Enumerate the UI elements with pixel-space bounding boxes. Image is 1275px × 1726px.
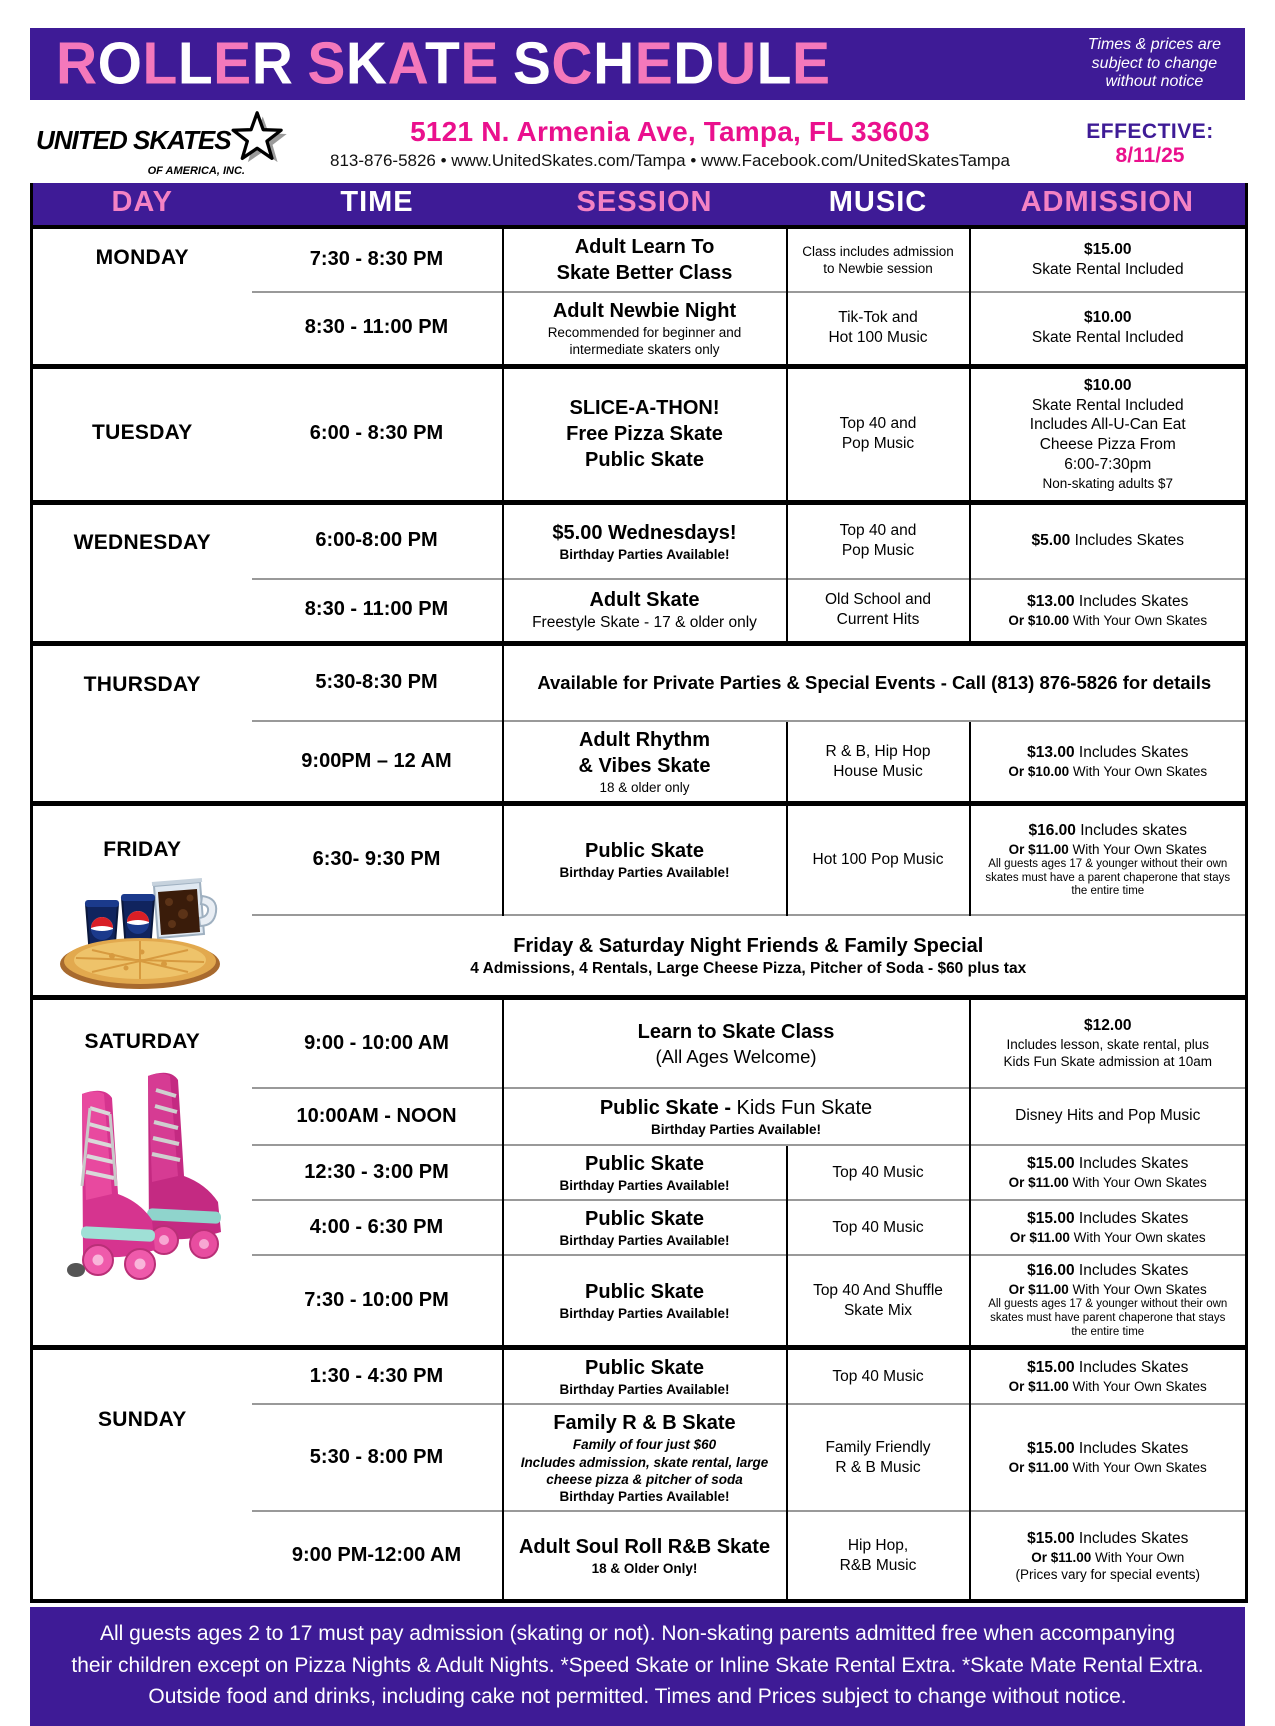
session-cell [503,1088,970,1145]
cell-line: 9:00 PM-12:00 AM [291,1544,462,1567]
schedule-row [32,366,1247,502]
cell-line: 7:30 - 8:30 PM [309,248,444,271]
cell-line: Current Hits [836,611,920,629]
cell-line: Skate Mix [843,1301,913,1319]
admission-cell [970,227,1247,292]
cell-line: Birthday Parties Available! [650,1121,822,1137]
cell-line: R & B Music [835,1458,921,1476]
cell-line: 18 & Older Only! [591,1561,698,1577]
cell-line: SLICE-A-THON! [569,397,720,420]
cell-line: Includes lesson, skate rental, plus [1006,1037,1210,1053]
session-cell [503,366,787,502]
schedule-row [32,227,1247,292]
day-group-wednesday [32,502,1247,643]
cell-line: Public Skate [585,1280,704,1303]
session-cell [503,292,787,366]
cell-line: Top 40 Music [832,1367,924,1385]
schedule-row [32,998,1247,1088]
schedule-row [32,643,1247,721]
music-cell [787,579,970,643]
cell-line: Or $10.00 With Your Own Skates [1008,763,1208,779]
cell-line: Includes admission, skate rental, large [520,1454,769,1470]
cell-line: Public Skate [585,1208,704,1231]
cell-line: Birthday Parties Available! [559,1381,730,1397]
music-cell [787,292,970,366]
cell-line: Available for Private Parties & Special Events - Call (813) 876-5826 for details [537,671,1212,693]
cell-line: Family of four just $60 [572,1437,717,1453]
cell-line: Skate Rental Included [1031,396,1184,414]
day-cell-monday [32,227,252,366]
cell-line: Pop Music [841,435,915,453]
cell-line: Birthday Parties Available! [559,865,730,881]
admission-cell [970,1088,1247,1145]
title-letter: S [307,30,346,97]
day-cell-thursday [32,643,252,804]
cell-line: Recommended for beginner and [547,325,742,340]
time-cell [252,1347,503,1404]
cell-line: Skate Rental Included [1031,261,1184,278]
logo-main [36,110,285,171]
cell-line: Top 40 and [839,415,917,433]
cell-line: $10.00 [1084,309,1132,327]
cell-line: R&B Music [839,1556,917,1574]
cell-line: All guests ages 17 & younger without their own [988,1298,1228,1311]
footer-line: Outside food and drinks, including cake not permitted. Times and Prices subject to change without notice. [148,1685,1127,1709]
cell-line: Birthday Parties Available! [559,546,730,562]
cell-line: Public Skate [585,1152,704,1175]
footer-line: All guests ages 2 to 17 must pay admission (skating or not). Non-skating parents admitted free when accompanying [99,1622,1176,1646]
cell-line: Old School and [825,591,931,609]
effective-date: 8/11/25 [1115,143,1185,167]
cell-line: Birthday Parties Available! [559,1489,730,1505]
cell-line: 4:00 - 6:30 PM [309,1215,444,1238]
title-letter: R [251,30,294,97]
admission-cell [970,502,1247,579]
day-cell-sunday [32,1347,252,1601]
cell-line: 6:00-8:00 PM [315,529,438,552]
cell-line: Skate Rental Included [1031,329,1184,347]
title-note [1088,36,1227,93]
cell-line: 5:30-8:30 PM [315,670,438,693]
cell-line: $13.00 Includes Skates [1027,744,1189,762]
cell-line: 6:00-7:30pm [1064,456,1152,474]
cell-line: $15.00 Includes Skates [1027,1440,1189,1458]
logo-name: UNITED SKATES [36,125,231,155]
info-row [30,110,1245,177]
cell-line: $15.00 Includes Skates [1027,1359,1189,1377]
cell-line: Class includes admission [802,243,954,259]
note-line: subject to change [1091,54,1218,72]
day-group-thursday [32,643,1247,804]
title-letter: C [551,30,594,97]
cell-line: 6:30- 9:30 PM [312,848,441,871]
time-cell [252,998,503,1088]
day-group-monday [32,227,1247,366]
day-label: THURSDAY [83,672,201,696]
cell-line: Freestyle Skate - 17 & older only [532,614,757,632]
column-header-admission: ADMISSION [970,183,1247,227]
title-letter: L [142,30,178,97]
admission-cell [970,579,1247,643]
title-letter: O [97,30,143,97]
cell-line: Public Skate [585,840,704,863]
star-icon [227,110,291,171]
cell-line: skates must have a parent chaperone that stays [985,871,1231,884]
cell-line: Tik-Tok and [838,309,918,327]
title-letter: E [460,30,499,97]
schedule-header-row [32,183,1247,227]
flyer-page [0,28,1275,1709]
day-label: SATURDAY [84,1030,201,1054]
column-header-music: MUSIC [787,183,970,227]
cell-line: cheese pizza & pitcher of soda [546,1471,743,1487]
cell-line: Public Skate [585,449,704,472]
cell-line: All guests ages 17 & younger without their own [988,857,1228,870]
cell-line: Adult Learn To [574,236,715,258]
footer-note [30,1607,1245,1726]
cell-line: 10:00AM - NOON [296,1104,457,1127]
cell-line: 4 Admissions, 4 Rentals, Large Cheese Pizza, Pitcher of Soda - $60 plus tax [470,959,1027,977]
cell-line: 6:00 - 8:30 PM [309,422,444,445]
schedule-row [32,1347,1247,1404]
cell-line: Birthday Parties Available! [559,1177,730,1193]
day-label: FRIDAY [103,838,182,862]
cell-line: skates must have parent chaperone that stays [990,1312,1226,1325]
admission-cell [970,998,1247,1088]
footer-line: their children except on Pizza Nights & Adult Nights. *Speed Skate or Inline Skate Rental Extra. *Skate Mate Rental Extra. [71,1653,1204,1677]
session-cell [503,227,787,292]
cell-line: $12.00 [1084,1017,1132,1035]
cell-line: Top 40 Music [832,1218,924,1236]
day-label: TUESDAY [91,420,193,444]
cell-line: $15.00 Includes Skates [1027,1210,1189,1228]
cell-line: 1:30 - 4:30 PM [309,1364,444,1387]
schedule-header [32,183,1247,227]
cell-line: Includes All-U-Can Eat [1029,416,1186,434]
cell-line: Top 40 Music [832,1163,924,1181]
day-cell-wednesday [32,502,252,643]
cell-line: Adult Rhythm [578,729,711,752]
cell-line: Birthday Parties Available! [559,1233,730,1249]
cell-line: Or $11.00 With Your Own Skates [1008,1174,1207,1190]
session-cell [503,1200,787,1255]
session-cell [503,643,1247,721]
music-cell [787,502,970,579]
music-cell [787,366,970,502]
cell-line: Friday & Saturday Night Friends & Family Special [513,934,984,957]
cell-line: Public Skate - Kids Fun Skate [599,1096,873,1119]
cell-line: 9:00 - 10:00 AM [304,1031,449,1054]
time-cell [252,804,503,915]
logo [30,110,285,177]
music-cell [787,1145,970,1200]
title-letter: U [714,30,757,97]
cell-line: & Vibes Skate [578,755,711,778]
cell-line: $15.00 Includes Skates [1027,1529,1189,1547]
cell-line: Or $11.00 With Your Own Skates [1008,1460,1207,1476]
time-cell [252,1511,503,1601]
cell-line: Cheese Pizza From [1039,436,1176,454]
cell-line: Family R & B Skate [553,1412,736,1435]
admission-cell [970,292,1247,366]
time-cell [252,643,503,721]
column-header-day: DAY [32,183,252,227]
contact-line: 813-876-5826 • www.UnitedSkates.com/Tampa • www.Facebook.com/UnitedSkatesTampa [330,151,1010,170]
cell-line: Adult Skate [589,589,700,612]
cell-line: Or $11.00 With Your Own Skates [1008,841,1207,857]
time-cell [252,721,503,804]
music-cell [787,721,970,804]
center-info [285,116,1055,171]
music-cell [787,1404,970,1511]
title-letter: L [756,30,792,97]
session-cell [503,998,970,1088]
pizza-drinks-image [33,872,252,995]
day-label: MONDAY [95,246,189,269]
cell-line: Or $10.00 With Your Own Skates [1008,612,1208,628]
cell-line: R & B, Hip Hop [825,742,931,760]
session-cell [503,502,787,579]
cell-line: 9:00PM – 12 AM [301,749,452,772]
cell-line: 12:30 - 3:00 PM [304,1160,449,1183]
cell-line: to Newbie session [823,261,933,276]
title-letter: E [791,30,831,97]
cell-line: Pop Music [841,542,915,560]
cell-line: Hip Hop, [847,1537,909,1555]
title-letter: E [213,30,252,97]
cell-line: $10.00 [1084,376,1132,394]
session-cell [503,1145,787,1200]
admission-cell [970,721,1247,804]
day-group-tuesday [32,366,1247,502]
title-letter [293,34,307,93]
cell-line: Family Friendly [825,1439,931,1457]
title-letter: T [425,30,461,97]
cell-line: the entire time [1071,885,1145,898]
cell-line: intermediate skaters only [569,342,720,358]
title-letter: A [387,30,426,97]
note-line: Times & prices are [1087,35,1221,53]
cell-line: Kids Fun Skate admission at 10am [1003,1054,1213,1070]
logo-subtitle: OF AMERICA, INC. [147,165,245,177]
column-header-time: TIME [252,183,503,227]
time-cell [252,292,503,366]
time-cell [252,1404,503,1511]
admission-cell [970,1145,1247,1200]
music-cell [787,1255,970,1347]
day-group-friday [32,804,1247,998]
cell-line: Public Skate [585,1356,704,1379]
admission-cell [970,1404,1247,1511]
schedule-row [32,502,1247,579]
cell-line: Adult Soul Roll R&B Skate [518,1536,771,1559]
cell-line: Disney Hits and Pop Music [1015,1107,1201,1125]
time-cell [252,1255,503,1347]
cell-line: the entire time [1071,1326,1145,1339]
cell-line: $15.00 Includes Skates [1027,1154,1189,1172]
admission-cell [970,1200,1247,1255]
cell-line: Birthday Parties Available! [559,1305,730,1321]
address: 5121 N. Armenia Ave, Tampa, FL 33603 [410,116,930,147]
title-letter: D [673,30,715,97]
cell-line: Adult Newbie Night [552,300,737,322]
time-cell [252,1200,503,1255]
admission-cell [970,366,1247,502]
roller-skates-image [33,1064,252,1304]
session-cell [503,1404,787,1511]
cell-line: $16.00 Includes skates [1028,821,1188,839]
cell-line: 18 & older only [599,780,690,796]
cell-line: Skate Better Class [556,262,733,284]
time-cell [252,579,503,643]
cell-line: $5.00 Includes Skates [1031,532,1185,550]
session-cell [503,804,787,915]
title-letter: S [512,30,552,97]
time-cell [252,366,503,502]
admission-cell [970,1347,1247,1404]
day-label: SUNDAY [97,1407,187,1431]
cell-line: Learn to Skate Class [637,1020,835,1043]
time-cell [252,1145,503,1200]
cell-line: 5:30 - 8:00 PM [309,1446,444,1469]
admission-cell [970,1511,1247,1601]
cell-line: Or $11.00 With Your Own Skates [1008,1282,1207,1298]
title-letters [56,30,831,97]
column-header-session: SESSION [503,183,787,227]
title-letter: R [56,30,98,97]
cell-line: House Music [833,762,923,780]
admission-cell [970,1255,1247,1347]
cell-line: Non-skating adults $7 [1042,475,1174,491]
cell-line: $13.00 Includes Skates [1027,592,1189,610]
cell-line: $15.00 [1084,241,1132,259]
title-letter [499,34,513,93]
cell-line: Top 40 And Shuffle [813,1281,943,1299]
day-group-saturday [32,998,1247,1348]
music-cell [787,804,970,915]
cell-line: $16.00 Includes Skates [1027,1262,1189,1280]
cell-line: $5.00 Wednesdays! [552,521,737,544]
day-cell-saturday [32,998,252,1348]
day-label: WEDNESDAY [73,530,211,554]
session-cell [503,1511,787,1601]
note-line: without notice [1105,73,1204,91]
schedule-table [30,183,1248,1603]
title-bar [30,28,1245,100]
cell-line: Or $11.00 With Your Own [1031,1549,1185,1565]
cell-line: Hot 100 Pop Music [812,851,944,869]
cell-line: 7:30 - 10:00 PM [304,1288,449,1311]
music-cell [787,227,970,292]
time-cell [252,915,1247,998]
session-cell [503,721,787,804]
cell-line: (All Ages Welcome) [655,1045,817,1067]
music-cell [787,1200,970,1255]
schedule-row [32,804,1247,915]
cell-line: Top 40 and [839,522,917,540]
cell-line: Or $11.00 With Your Own skates [1009,1229,1206,1245]
session-cell [503,1255,787,1347]
cell-line: Free Pizza Skate [566,423,723,446]
cell-line: 8:30 - 11:00 PM [304,316,449,339]
effective-block [1055,120,1245,168]
title-letter: L [177,30,214,97]
cell-line: 8:30 - 11:00 PM [304,598,449,621]
day-group-sunday [32,1347,1247,1601]
music-cell [787,1347,970,1404]
time-cell [252,227,503,292]
day-cell-friday [32,804,252,998]
title-letter: K [345,30,388,97]
title-letter: H [593,30,635,97]
time-cell [252,1088,503,1145]
cell-line: Hot 100 Music [828,329,928,347]
time-cell [252,502,503,579]
cell-line: Or $11.00 With Your Own Skates [1008,1378,1207,1394]
admission-cell [970,804,1247,915]
effective-label: EFFECTIVE: [1086,119,1214,143]
session-cell [503,579,787,643]
music-cell [787,1511,970,1601]
session-cell [503,1347,787,1404]
cell-line: (Prices vary for special events) [1015,1566,1201,1582]
day-cell-tuesday [32,366,252,502]
title-letter: E [634,30,674,97]
